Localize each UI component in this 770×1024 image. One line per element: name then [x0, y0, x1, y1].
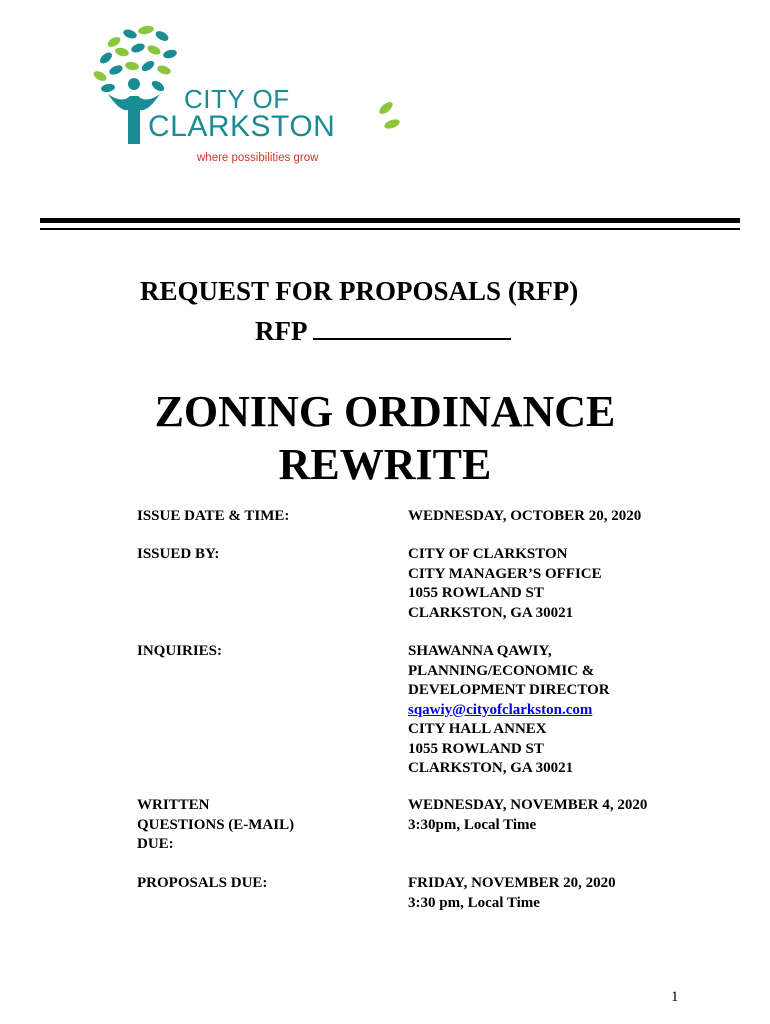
inquiries-line: CITY HALL ANNEX — [408, 721, 547, 737]
issued-by-line: CITY MANAGER’S OFFICE — [408, 565, 602, 582]
rfp-number-line — [255, 316, 511, 345]
questions-due-label-line: QUESTIONS (E-MAIL) — [137, 816, 295, 833]
questions-due-line: 3:30pm, Local Time — [408, 816, 537, 833]
questions-due-value — [408, 796, 748, 835]
rfp-number-blank — [313, 316, 511, 340]
questions-due-line: WEDNESDAY, NOVEMBER 4, 2020 — [408, 797, 648, 813]
questions-due-label-line: WRITTEN — [137, 797, 210, 813]
inquiries-line: 1055 ROWLAND ST — [408, 740, 544, 757]
proposals-due-line: 3:30 pm, Local Time — [408, 894, 540, 911]
proposals-due-line: FRIDAY, NOVEMBER 20, 2020 — [408, 875, 616, 891]
issue-date-value: WEDNESDAY, OCTOBER 20, 2020 — [408, 508, 642, 524]
issued-by-label: ISSUED BY: — [137, 546, 220, 562]
document-title-line-2: REWRITE — [278, 440, 492, 489]
inquiries-line: PLANNING/ECONOMIC & — [408, 662, 595, 679]
issued-by-line: 1055 ROWLAND ST — [408, 585, 544, 601]
questions-due-label — [137, 796, 377, 855]
rfp-number-label: RFP — [255, 316, 308, 346]
inquiries-line: SHAWANNA QAWIY, — [408, 643, 552, 659]
questions-due-label-line: DUE: — [137, 836, 174, 852]
logo-tagline: where possibilities grow — [197, 152, 319, 164]
logo-clarkston: CLARKSTON — [148, 110, 336, 143]
page-number: 1 — [671, 989, 679, 1005]
contact-email-link[interactable]: sqawiy@cityofclarkston.com — [408, 701, 593, 718]
issue-date-label: ISSUE DATE & TIME: — [137, 508, 290, 524]
rfp-heading: REQUEST FOR PROPOSALS (RFP) — [140, 276, 579, 306]
issued-by-line: CITY OF CLARKSTON — [408, 546, 568, 562]
inquiries-line: CLARKSTON, GA 30021 — [408, 760, 574, 776]
issued-by-value — [408, 545, 748, 623]
header-divider-thin — [40, 228, 740, 230]
inquiries-value — [408, 642, 748, 779]
proposals-due-value — [408, 874, 748, 913]
header-divider-thick — [40, 218, 740, 223]
inquiries-label: INQUIRIES: — [137, 643, 223, 659]
proposals-due-label: PROPOSALS DUE: — [137, 875, 268, 891]
issued-by-line: CLARKSTON, GA 30021 — [408, 604, 574, 621]
inquiries-line: DEVELOPMENT DIRECTOR — [408, 682, 610, 698]
document-title-line-1: ZONING ORDINANCE — [154, 387, 616, 436]
logo-city-of: CITY OF — [184, 84, 290, 114]
